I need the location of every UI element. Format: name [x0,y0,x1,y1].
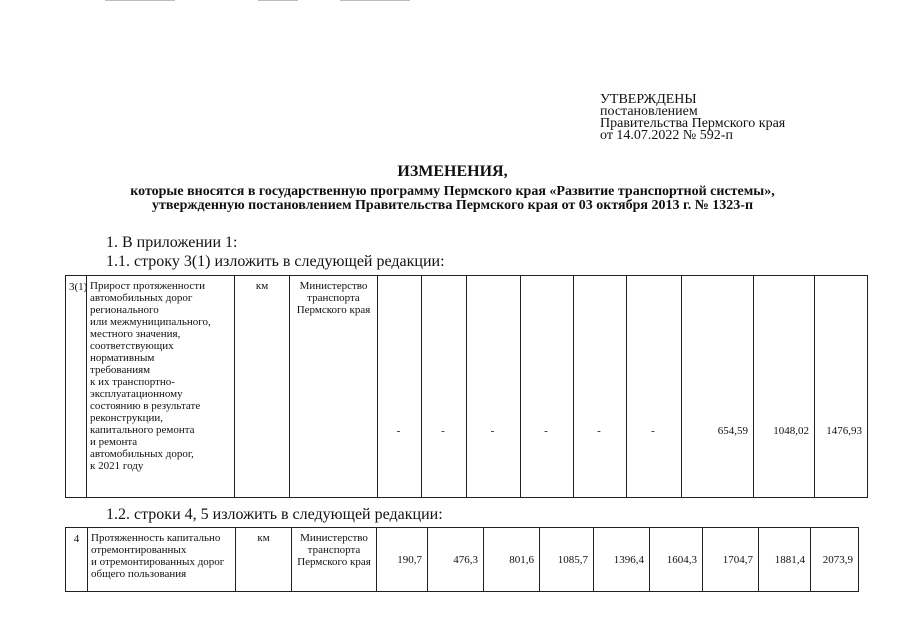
value-cell: - [422,276,467,498]
value-cell: 1704,7 [703,528,759,592]
document-title: ИЗМЕНЕНИЯ, [397,163,508,180]
responsible-org: Министерство транспорта Пермского края [292,528,377,592]
value-cell: 1476,93 [815,276,868,498]
approval-line-3: Правительства Пермского края [600,116,786,131]
indicator-name: Прирост протяженности автомобильных дорог регионального или межмуниципального, местного значения, соответствующих нормативным требованиям к их транспортно- эксплуатационному состоянию в результате реконструкции, капитального ремонта и ремонта автомобильных дорог, к 2021 году [87,276,235,498]
scan-edge-line [105,0,175,1]
paragraph-1-1: 1.1. строку 3(1) изложить в следующей редакции: [106,253,445,270]
value-cell: 1048,02 [754,276,815,498]
value-cell: - [574,276,627,498]
value-cell: 1085,7 [540,528,594,592]
value-cell: - [627,276,682,498]
paragraph-1: 1. В приложении 1: [106,234,238,251]
document-subtitle [0,185,905,213]
approval-stamp [600,94,785,142]
scan-edge-line [340,0,410,1]
table-row-3-1 [65,275,868,498]
row-number: 3(1) [66,276,87,498]
paragraph-1-2: 1.2. строки 4, 5 изложить в следующей редакции: [106,506,443,523]
value-cell: - [521,276,574,498]
approval-line-4: от 14.07.2022 № 592-п [600,128,733,143]
table-row-4 [65,527,859,592]
value-cell: 801,6 [484,528,540,592]
value-cell: - [467,276,521,498]
value-cell: 1396,4 [594,528,650,592]
approval-line-1: УТВЕРЖДЕНЫ [600,92,697,107]
value-cell: 476,3 [428,528,484,592]
scan-edge-line [258,0,298,1]
value-cell: 190,7 [377,528,428,592]
row-number: 4 [66,528,88,592]
value-cell: 1604,3 [650,528,703,592]
unit-cell: км [235,276,290,498]
unit-cell: км [236,528,292,592]
value-cell: - [378,276,422,498]
value-cell: 1881,4 [759,528,811,592]
value-cell: 654,59 [682,276,754,498]
value-cell: 2073,9 [811,528,859,592]
approval-line-2: постановлением [600,104,698,119]
subtitle-line-1: которые вносятся в государственную программу Пермского края «Развитие транспортной системы», [130,184,775,199]
responsible-org: Министерство транспорта Пермского края [290,276,378,498]
indicator-name: Протяженность капитально отремонтированных и отремонтированных дорог общего пользования [88,528,236,592]
subtitle-line-2: утвержденную постановлением Правительства Пермского края от 03 октября 2013 г. № 1323-п [151,198,754,213]
